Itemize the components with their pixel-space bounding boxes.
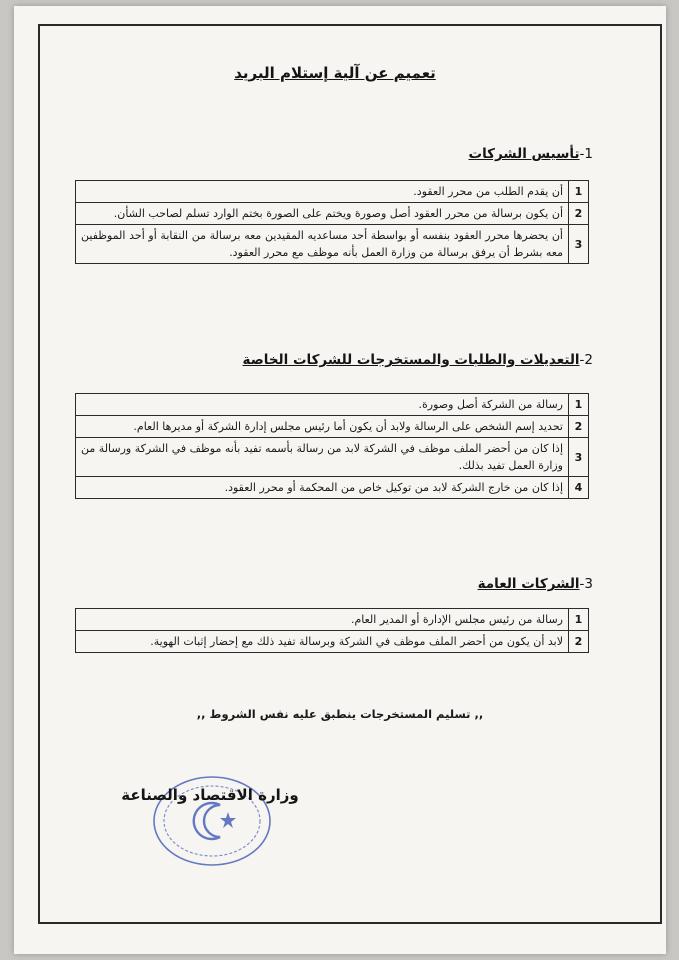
table-row [76,203,589,225]
ministry-signature: وزارة الاقتصاد والصناعة [121,786,299,804]
table-row [76,181,589,203]
crescent-icon [194,803,220,839]
section-1-number: 1- [579,146,593,162]
section-2-heading [243,352,593,368]
item-text: رسالة من رئيس مجلس الإدارة أو المدير العام. [76,609,569,631]
table-row [76,609,589,631]
table-row [76,631,589,653]
table-row [76,438,589,477]
section-2-table [75,393,589,499]
section-2-number: 2- [579,352,593,368]
document-title: تعميم عن آلية إستلام البريد [234,64,436,82]
section-1-heading [469,146,594,162]
item-number: 1 [569,181,589,203]
item-number: 1 [569,394,589,416]
table-row [76,225,589,264]
section-3-number: 3- [579,576,593,592]
item-text: أن يقدم الطلب من محرر العقود. [76,181,569,203]
item-number: 2 [569,631,589,653]
section-1-table [75,180,589,264]
item-text: لابد أن يكون من أحضر الملف موظف في الشركة وبرسالة تفيد ذلك مع إحضار إثبات الهوية. [76,631,569,653]
item-text: أن يحضرها محرر العقود بنفسه أو بواسطة أحد مساعديه المقيدين معه برسالة من النقابة أو أحد الموظفين معه بشرط أن يرفق برسالة من وزارة العمل بأنه موظف مع محرر العقود. [76,225,569,264]
section-2-title: التعديلات والطلبات والمستخرجات للشركات الخاصة [242,352,580,368]
star-icon [220,812,236,828]
item-number: 2 [569,416,589,438]
item-number: 3 [569,225,589,264]
item-number: 2 [569,203,589,225]
item-text: إذا كان من خارج الشركة لابد من توكيل خاص من المحكمة أو محرر العقود. [76,477,569,499]
table-row [76,416,589,438]
item-text: إذا كان من أحضر الملف موظف في الشركة لابد من رسالة بأسمه تفيد بأنه موظف في الشركة ورسالة من وزارة العمل تفيد بذلك. [76,438,569,477]
item-number: 3 [569,438,589,477]
item-text: أن يكون برسالة من محرر العقود أصل وصورة ويختم على الصورة بختم الوارد تسلم لصاحب الشأن. [76,203,569,225]
table-row [76,477,589,499]
section-3-table [75,608,589,653]
table-row [76,394,589,416]
item-text: رسالة من الشركة أصل وصورة. [76,394,569,416]
section-3-title: الشركات العامة [477,576,580,592]
section-1-title: تأسيس الشركات [468,146,580,162]
item-number: 4 [569,477,589,499]
delivery-note: ,, تسليم المستخرجات ينطبق عليه نفس الشروط ,, [196,707,484,721]
item-number: 1 [569,609,589,631]
section-3-heading [478,576,593,592]
item-text: تحديد إسم الشخص على الرسالة ولابد أن يكون أما رئيس مجلس إدارة الشركة أو مديرها العام. [76,416,569,438]
